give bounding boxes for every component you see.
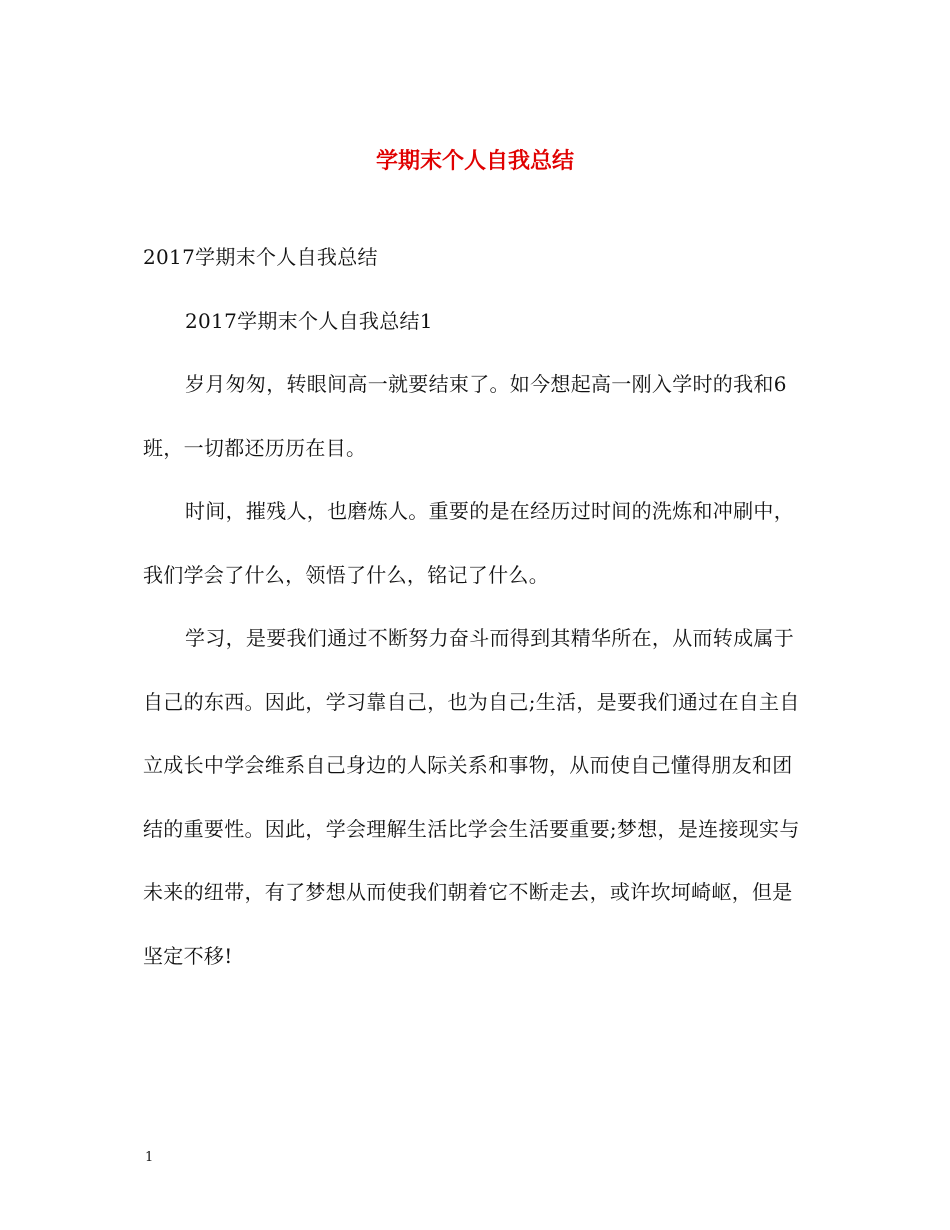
paragraph-1: 岁月匆匆，转眼间高一就要结束了。如今想起高一刚入学时的我和6班，一切都还历历在目。 xyxy=(143,372,787,460)
section-subheading: 2017学期末个人自我总结1 xyxy=(185,308,433,333)
section-heading: 2017学期末个人自我总结 xyxy=(143,245,378,269)
document-title: 学期末个人自我总结 xyxy=(375,148,574,174)
page-number: 1 xyxy=(145,1150,154,1165)
paragraph-2: 时间，摧残人，也磨炼人。重要的是在经历过时间的洗炼和冲刷中，我们学会了什么，领悟了什么，铭记了什么。 xyxy=(143,499,794,587)
paragraph-3: 学习，是要我们通过不断努力奋斗而得到其精华所在，从而转成属于自己的东西。因此，学习靠自己，也为自己;生活，是要我们通过在自主自立成长中学会维系自己身边的人际关系和事物，从而使自己懂得朋友和团结的重要性。因此，学会理解生活比学会生活要重要;梦想，是连接现实与未来的纽带，有了梦想从而使我们朝着它不断走去，或许坎坷崎岖，但是坚定不移! xyxy=(143,626,800,968)
document-body xyxy=(143,226,807,988)
